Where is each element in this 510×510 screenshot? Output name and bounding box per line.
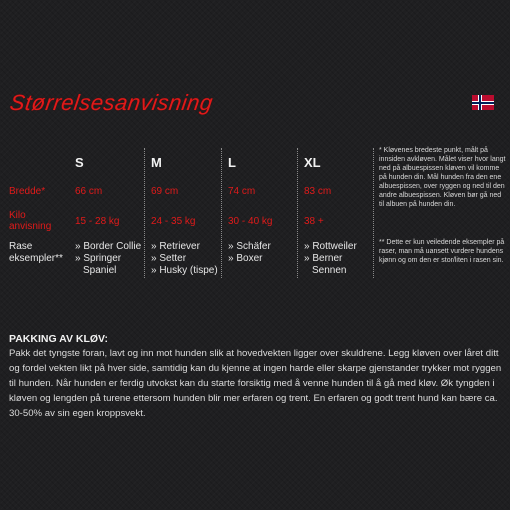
row-label-breed-line2: eksempler**	[9, 253, 63, 264]
row-label-weight-line1: Kilo	[9, 210, 26, 221]
weight-value-s: 15 - 28 kg	[75, 216, 120, 227]
size-header-l: L	[228, 155, 236, 170]
row-label-width: Bredde*	[9, 186, 46, 197]
packing-heading: PAKKING AV KLØV:	[9, 333, 108, 345]
weight-value-m: 24 - 35 kg	[151, 216, 196, 227]
norway-flag-icon	[472, 95, 494, 110]
width-value-xl: 83 cm	[304, 186, 332, 197]
row-label-breed-line1: Rase	[9, 241, 33, 252]
breed-example-xl-3: Sennen	[312, 265, 347, 276]
breed-example-m-1: » Retriever	[151, 241, 200, 252]
breed-example-xl-1: » Rottweiler	[304, 241, 357, 252]
size-header-xl: XL	[304, 155, 321, 170]
width-value-m: 69 cm	[151, 186, 179, 197]
width-value-s: 66 cm	[75, 186, 103, 197]
footnote-width: * Kløvenes bredeste punkt, målt på innsiden avkløven. Målet viser hvor langt ned på albuespissen kløven vil komme på hunden din. Mål hunden fra den ene albuespissen, over ryggen og ned til den andre albuespissen. Kløven bør gå ned til albuen på hunden din.	[379, 147, 506, 208]
page-title: Størrelsesanvisning	[8, 90, 215, 115]
packing-text: Pakk det tyngste foran, lavt og inn mot hunden slik at hovedvekten ligger over skuldrene. Legg kløven over låret ditt og fordel vekten likt på hver side, samtidig kan du kjenne at ingen harde eller skarpe gjenstander trykker mot ryggen til hunden. Når hunden er ferdig utvokst kan du starte forsiktig med å venne hunden til å gå med kløv. Øk tyngden i kløven og lengden på turene ettersom hunden blir mer erfaren og trent. En erfaren og godt trent hund kan bære ca. 30-50% av sin egen kroppsvekt.	[9, 348, 502, 419]
weight-value-l: 30 - 40 kg	[228, 216, 273, 227]
breed-example-s-2: » Springer	[75, 253, 122, 264]
breed-example-s-3: Spaniel	[83, 265, 117, 276]
row-label-weight-line2: anvisning	[9, 221, 52, 232]
size-header-m: M	[151, 155, 162, 170]
column-divider	[144, 148, 145, 278]
column-divider	[373, 148, 374, 278]
width-value-l: 74 cm	[228, 186, 256, 197]
breed-example-m-2: » Setter	[151, 253, 187, 264]
column-divider	[221, 148, 222, 278]
column-divider	[297, 148, 298, 278]
size-header-s: S	[75, 155, 84, 170]
weight-value-xl: 38 +	[304, 216, 324, 227]
breed-example-s-1: » Border Collie	[75, 241, 142, 252]
breed-example-xl-2: » Berner	[304, 253, 343, 264]
breed-example-l-2: » Boxer	[228, 253, 263, 264]
footnote-breeds: ** Dette er kun veiledende eksempler på raser, man må uansett vurdere hundens kjønn og om den er stor/liten i rasen sin.	[379, 239, 505, 264]
breed-example-l-1: » Schäfer	[228, 241, 271, 252]
breed-example-m-3: » Husky (tispe)	[151, 265, 218, 276]
